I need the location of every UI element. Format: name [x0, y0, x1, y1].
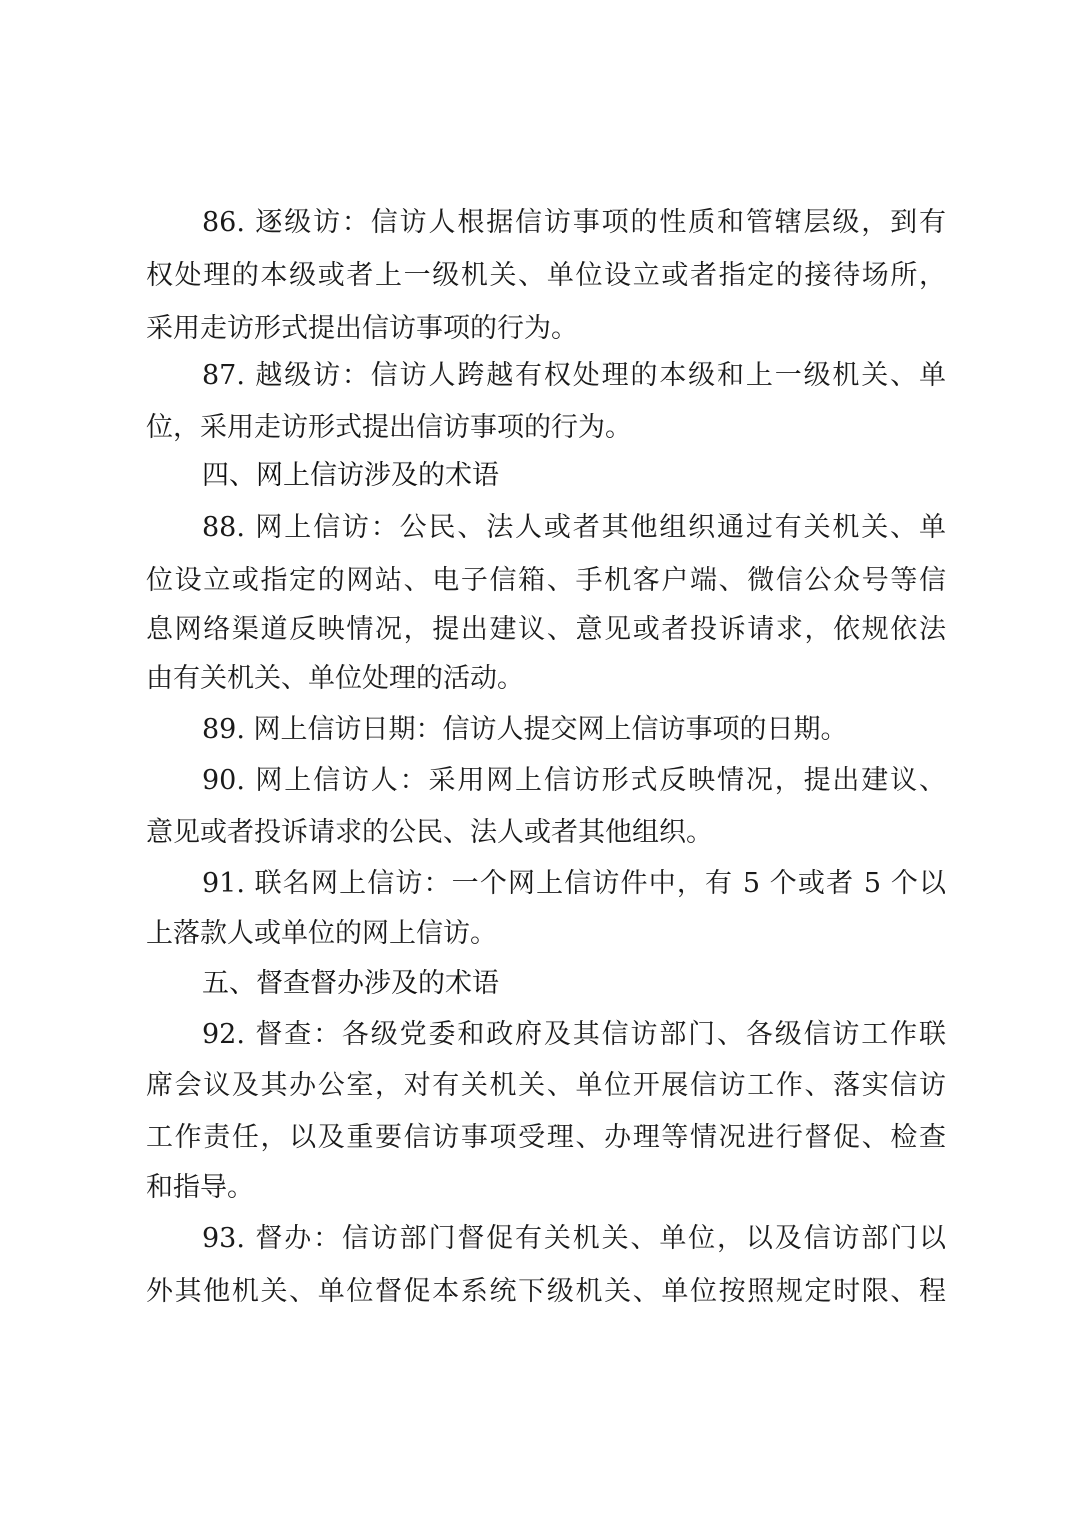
- section-heading-5: 五、督查督办涉及的术语: [202, 968, 499, 999]
- paragraph-87-line-1: 87. 越级访：信访人跨越有权处理的本级和上一级机关、单: [202, 360, 946, 391]
- paragraph-90-line-2: 意见或者投诉请求的公民、法人或者其他组织。: [146, 817, 713, 848]
- paragraph-90-line-1: 90. 网上信访人：采用网上信访形式反映情况，提出建议、: [202, 765, 946, 796]
- section-heading-4: 四、网上信访涉及的术语: [202, 460, 499, 491]
- paragraph-88-line-1: 88. 网上信访：公民、法人或者其他组织通过有关机关、单: [202, 512, 946, 543]
- paragraph-93-line-2: 外其他机关、单位督促本系统下级机关、单位按照规定时限、程: [146, 1276, 946, 1307]
- paragraph-86-line-1: 86. 逐级访：信访人根据信访事项的性质和管辖层级，到有: [202, 207, 946, 238]
- paragraph-91-line-2: 上落款人或单位的网上信访。: [146, 918, 497, 949]
- paragraph-88-line-3: 息网络渠道反映情况，提出建议、意见或者投诉请求，依规依法: [146, 614, 946, 645]
- paragraph-89-line-1: 89. 网上信访日期：信访人提交网上信访事项的日期。: [202, 714, 848, 745]
- paragraph-92-line-2: 席会议及其办公室，对有关机关、单位开展信访工作、落实信访: [146, 1070, 946, 1101]
- paragraph-86-line-3: 采用走访形式提出信访事项的行为。: [146, 313, 578, 344]
- paragraph-88-line-4: 由有关机关、单位处理的活动。: [146, 663, 524, 694]
- paragraph-93-line-1: 93. 督办：信访部门督促有关机关、单位，以及信访部门以: [202, 1223, 946, 1254]
- paragraph-92-line-3: 工作责任，以及重要信访事项受理、办理等情况进行督促、检查: [146, 1122, 946, 1153]
- paragraph-87-line-2: 位，采用走访形式提出信访事项的行为。: [146, 412, 632, 443]
- paragraph-86-line-2: 权处理的本级或者上一级机关、单位设立或者指定的接待场所，: [146, 260, 946, 291]
- paragraph-88-line-2: 位设立或指定的网站、电子信箱、手机客户端、微信公众号等信: [146, 565, 946, 596]
- paragraph-91-line-1: 91. 联名网上信访：一个网上信访件中，有 5 个或者 5 个以: [202, 868, 946, 899]
- paragraph-92-line-1: 92. 督查：各级党委和政府及其信访部门、各级信访工作联: [202, 1019, 946, 1050]
- paragraph-92-line-4: 和指导。: [146, 1172, 254, 1203]
